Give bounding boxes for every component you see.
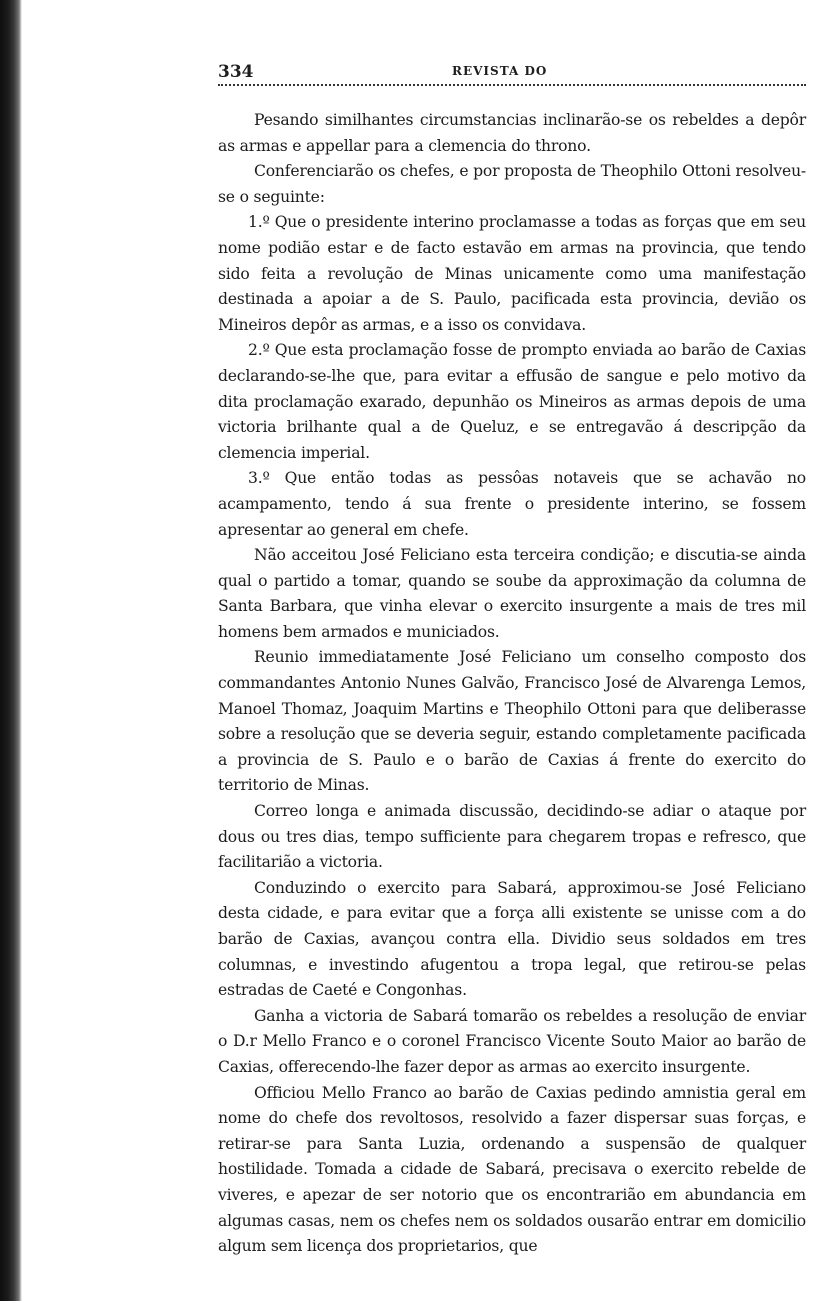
paragraph: Conferenciarão os chefes, e por proposta de Theophilo Ottoni resolveu-se o seguinte:	[218, 162, 806, 206]
paragraph: Correo longa e animada discussão, decidindo-se adiar o ataque por dous ou tres dias, tempo sufficiente para chegarem tropas e refresco, que facilitarião a victoria.	[218, 802, 806, 872]
page-header	[218, 58, 806, 84]
paragraph: Pesando similhantes circumstancias inclinarão-se os rebeldes a depôr as armas e appellar para a clemencia do throno.	[218, 111, 806, 155]
paragraph: Não acceitou José Feliciano esta terceira condição; e discutia-se ainda qual o partido a tomar, quando se soube da approximação da columna de Santa Barbara, que vinha elevar o exercito insurgente a mais de tres mil homens bem armados e municiados.	[218, 546, 806, 641]
body-text	[218, 108, 806, 1260]
header-rule	[218, 84, 806, 86]
paragraph: Conduzindo o exercito para Sabará, approximou-se José Feliciano desta cidade, e para evitar que a força alli existente se unisse com a do barão de Caxias, avançou contra ella. Dividio seus soldados em tres columnas, e investindo afugentou a tropa legal, que retirou-se pelas estradas de Caeté e Congonhas.	[218, 878, 806, 1000]
book-page	[218, 58, 806, 1260]
book-binding-shadow	[0, 0, 22, 1301]
paragraph: Reunio immediatamente José Feliciano um conselho composto dos commandantes Antonio Nunes Galvão, Francisco José de Alvarenga Lemos, Manoel Thomaz, Joaquim Martins e Theophilo Ottoni para que deliberasse sobre a resolução que se deveria seguir, estando completamente pacificada a provincia de S. Paulo e o barão de Caxias á frente do exercito do territorio de Minas.	[218, 648, 806, 795]
paragraph: Ganha a victoria de Sabará tomarão os rebeldes a resolução de enviar o D.r Mello Franco e o coronel Francisco Vicente Souto Maior ao barão de Caxias, offerecendo-lhe fazer depor as armas ao exercito insurgente.	[218, 1006, 806, 1076]
paragraph: Officiou Mello Franco ao barão de Caxias pedindo amnistia geral em nome do chefe dos revoltosos, resolvido a fazer dispersar suas forças, e retirar-se para Santa Luzia, ordenando a suspensão de qualquer hostilidade. Tomada a cidade de Sabará, precisava o exercito rebelde de viveres, e apezar de ser notorio que os encontrarião em abundancia em algumas casas, nem os chefes nem os soldados ousarão entrar em domicilio algum sem licença dos proprietarios, que	[218, 1083, 806, 1256]
numbered-paragraph: 3.º Que então todas as pessôas notaveis que se achavão no acampamento, tendo á sua frente o presidente interino, se fossem apresentar ao general em chefe.	[218, 469, 806, 539]
running-head: REVISTA DO	[452, 64, 548, 78]
numbered-paragraph: 1.º Que o presidente interino proclamasse a todas as forças que em seu nome podião estar e de facto estavão em armas na provincia, que tendo sido feita a revolução de Minas unicamente como uma manifestação destinada a apoiar a de S. Paulo, pacificada esta provincia, devião os Mineiros depôr as armas, e a isso os convidava.	[218, 213, 806, 334]
page-number: 334	[218, 62, 254, 82]
numbered-paragraph: 2.º Que esta proclamação fosse de prompto enviada ao barão de Caxias declarando-se-lhe que, para evitar a effusão de sangue e pelo motivo da dita proclamação exarado, depunhão os Mineiros as armas depois de uma victoria brilhante qual a de Queluz, e se entregavão á descripção da clemencia imperial.	[218, 341, 806, 462]
